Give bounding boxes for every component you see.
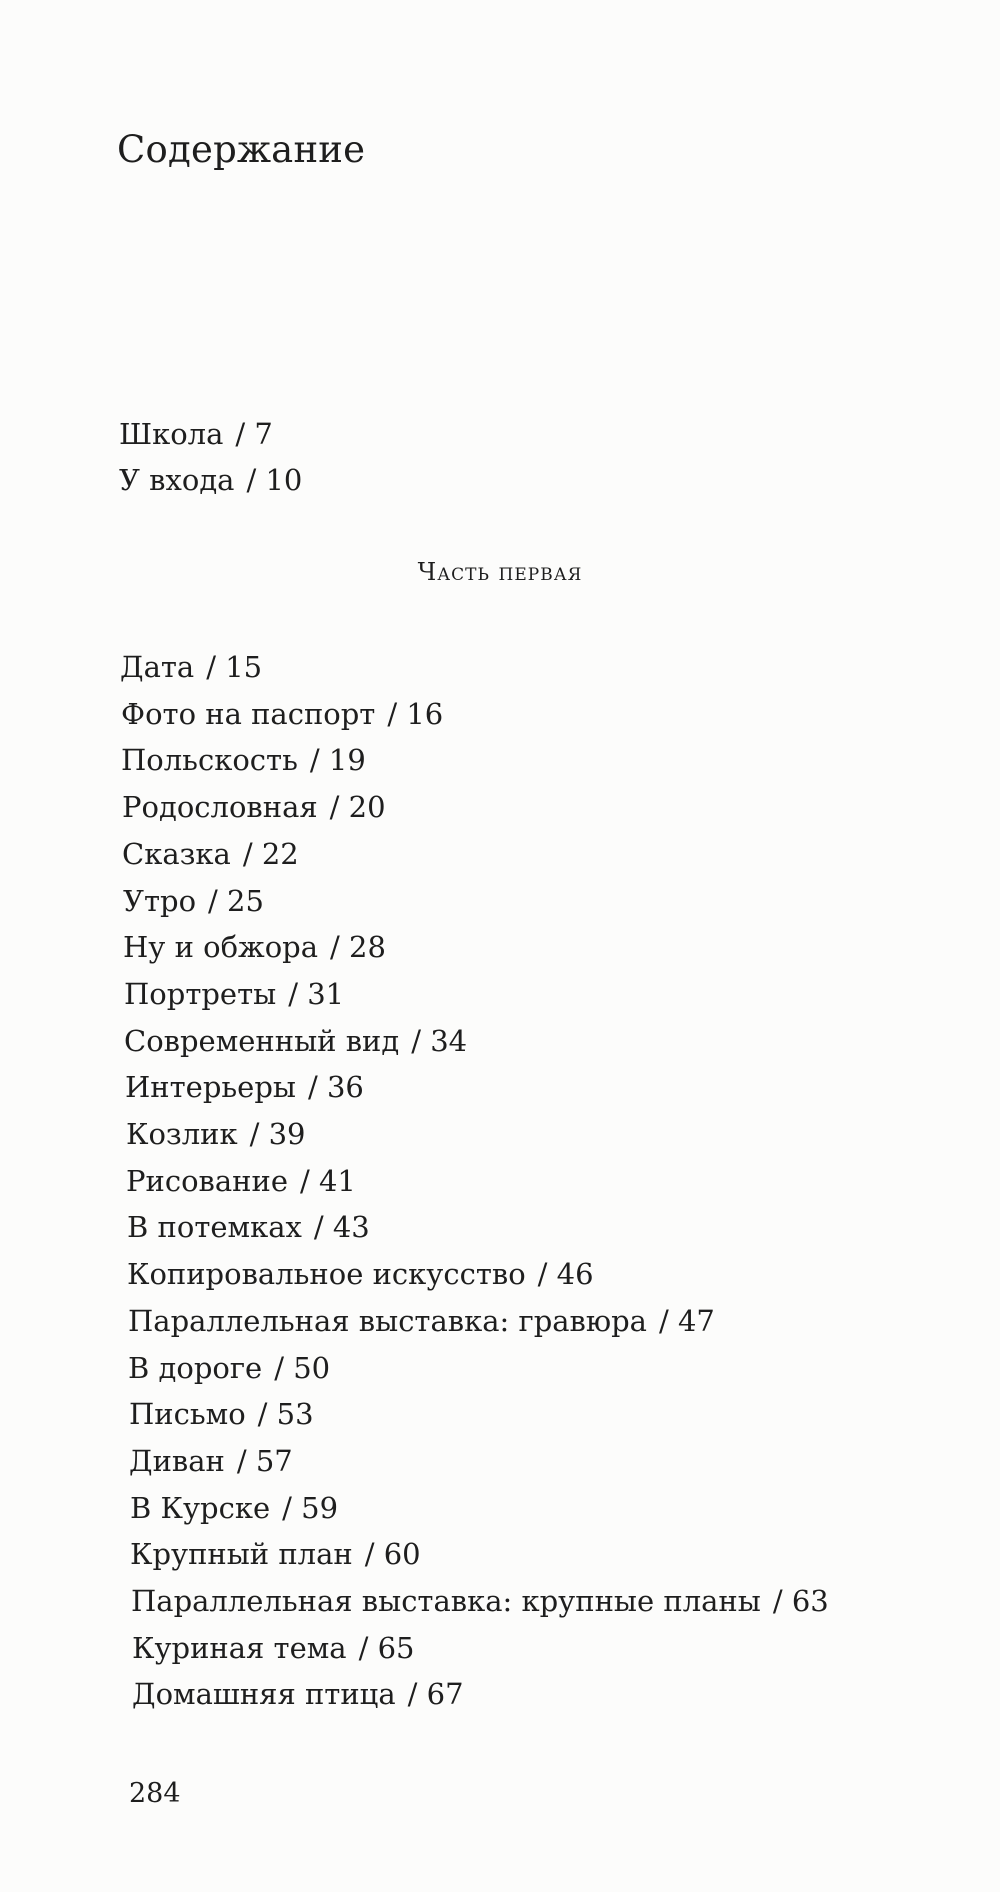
toc-entry-title: Копировальное искусство <box>127 1257 526 1291</box>
toc-entry-separator: / <box>257 1397 277 1431</box>
toc-entry-separator: / <box>299 1164 319 1198</box>
toc-entry-page: 43 <box>332 1210 370 1244</box>
toc-entry-separator: / <box>307 1070 327 1104</box>
toc-entry-title: Параллельная выставка: крупные планы <box>131 1584 761 1618</box>
toc-entry-title: Крупный план <box>130 1537 353 1571</box>
toc-entry-title: Ну и обжора <box>123 930 319 964</box>
toc-entry-page: 60 <box>383 1537 421 1571</box>
toc-entry-page: 41 <box>318 1164 356 1198</box>
toc-entry-separator: / <box>208 884 228 918</box>
toc-entry-title: Родословная <box>122 790 318 824</box>
toc-entry <box>122 790 386 824</box>
toc-entry-title: Диван <box>129 1444 225 1478</box>
toc-entry <box>120 650 262 684</box>
toc-entry-separator: / <box>364 1537 384 1571</box>
part-heading: Часть первая <box>417 558 583 586</box>
toc-entry-title: Параллельная выставка: гравюра <box>128 1304 647 1338</box>
toc-entry <box>129 1397 314 1431</box>
toc-entry-separator: / <box>330 930 350 964</box>
toc-entry-title: Современный вид <box>124 1024 400 1058</box>
toc-entry-page: 28 <box>349 930 386 964</box>
toc-entry-page: 59 <box>301 1491 339 1525</box>
toc-entry-separator: / <box>658 1304 678 1338</box>
toc-entry-separator: / <box>329 790 349 824</box>
toc-entry-separator: / <box>274 1351 294 1385</box>
toc-entry-separator: / <box>407 1677 427 1711</box>
toc-entry <box>123 884 264 918</box>
toc-entry-page: 19 <box>328 743 366 777</box>
toc-entry-page: 34 <box>430 1024 468 1058</box>
toc-entry <box>131 1584 829 1618</box>
toc-entry <box>121 743 366 777</box>
toc-entry-page: 25 <box>227 884 264 918</box>
toc-entry-page: 47 <box>677 1304 715 1338</box>
toc-entry-page: 36 <box>326 1070 364 1104</box>
toc-entry <box>128 1351 330 1385</box>
toc-entry-separator: / <box>235 417 255 451</box>
toc-entry-page: 57 <box>255 1444 293 1478</box>
toc-entry-title: Портреты <box>124 977 277 1011</box>
toc-entry <box>126 1164 356 1198</box>
toc-entry-title: Утро <box>123 884 197 918</box>
toc-entry-title: Польскость <box>121 743 298 777</box>
toc-entry-page: 39 <box>268 1117 306 1151</box>
toc-entry-separator: / <box>313 1210 333 1244</box>
toc-entry-page: 53 <box>276 1397 314 1431</box>
toc-entry <box>126 1117 306 1151</box>
toc-entry <box>119 463 302 497</box>
toc-entry-title: У входа <box>119 463 235 497</box>
toc-entry <box>124 1024 467 1058</box>
toc-entry-page: 20 <box>348 790 386 824</box>
toc-entry-separator: / <box>282 1491 302 1525</box>
toc-entry-title: Фото на паспорт <box>121 697 376 731</box>
toc-entry-page: 22 <box>261 837 299 871</box>
toc-entry-separator: / <box>358 1631 378 1665</box>
toc-entry-separator: / <box>309 743 329 777</box>
toc-entry-separator: / <box>242 837 262 871</box>
page-title: Содержание <box>117 128 366 171</box>
toc-entry-title: В дороге <box>128 1351 263 1385</box>
page-number: 284 <box>129 1778 181 1809</box>
toc-entry-page: 46 <box>556 1257 594 1291</box>
toc-entry-page: 63 <box>791 1584 829 1618</box>
toc-entry <box>132 1631 415 1665</box>
toc-entry-separator: / <box>772 1584 792 1618</box>
toc-entry <box>127 1210 370 1244</box>
toc-entry-page: 7 <box>254 417 273 451</box>
toc-entry-separator: / <box>246 463 266 497</box>
toc-entry-title: В потемках <box>127 1210 302 1244</box>
toc-entry-separator: / <box>236 1444 256 1478</box>
toc-entry <box>124 977 344 1011</box>
toc-entry <box>129 1444 293 1478</box>
toc-entry-page: 16 <box>406 697 444 731</box>
toc-entry-separator: / <box>537 1257 557 1291</box>
toc-entry-title: Письмо <box>129 1397 246 1431</box>
toc-entry-page: 31 <box>307 977 345 1011</box>
toc-entry <box>127 1257 594 1291</box>
toc-entry <box>130 1491 338 1525</box>
toc-entry-title: Домашняя птица <box>132 1677 396 1711</box>
toc-entry-separator: / <box>206 650 226 684</box>
toc-entry-page: 67 <box>426 1677 464 1711</box>
toc-entry-title: Интерьеры <box>125 1070 296 1104</box>
toc-entry-title: Куриная тема <box>132 1631 347 1665</box>
toc-entry <box>121 697 443 731</box>
toc-entry <box>128 1304 715 1338</box>
toc-entry-page: 10 <box>265 463 303 497</box>
toc-entry-title: Сказка <box>122 837 231 871</box>
toc-entry <box>130 1537 421 1571</box>
toc-entry <box>132 1677 464 1711</box>
toc-entry-page: 15 <box>225 650 263 684</box>
toc-entry-title: Дата <box>120 650 195 684</box>
toc-entry-title: Козлик <box>126 1117 238 1151</box>
toc-entry <box>119 417 273 451</box>
toc-entry-separator: / <box>249 1117 269 1151</box>
toc-entry-title: В Курске <box>130 1491 271 1525</box>
toc-entry-separator: / <box>411 1024 431 1058</box>
toc-entry-title: Рисование <box>126 1164 288 1198</box>
toc-entry-page: 50 <box>293 1351 331 1385</box>
toc-entry <box>125 1070 364 1104</box>
toc-entry-page: 65 <box>377 1631 415 1665</box>
toc-entry-title: Школа <box>119 417 224 451</box>
toc-entry-separator: / <box>288 977 308 1011</box>
toc-entry <box>123 930 386 964</box>
toc-entry-separator: / <box>387 697 407 731</box>
toc-entry <box>122 837 299 871</box>
